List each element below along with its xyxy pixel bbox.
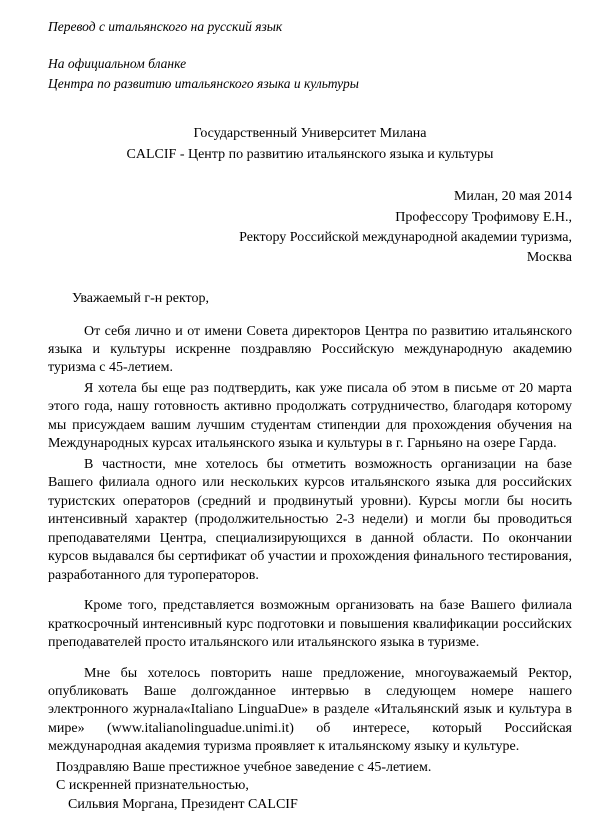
body-paragraph-1: От себя лично и от имени Совета директоров Центра по развитию итальянского языка и культуры искренне поздравляю Российскую международную академию туризма с 45-летием.: [48, 323, 572, 376]
body-paragraph-3: В частности, мне хотелось бы отметить возможность организации на базе Вашего филиала одного или нескольких курсов итальянского языка для российских туристских операторов (средний и продвинутый уровни). Курсы могли бы носить интенсивный характер (продолжительностью 2-3 недели) и могли бы проводиться преподавателями Центра, специализирующихся в данной области. По окончании курсов выдавался бы сертификат об участии и прохождения финального тестирования, разработанного для туроператоров.: [48, 456, 572, 583]
addressee-title: Ректору Российской международной академии туризма,: [239, 229, 572, 245]
addressee-block: [48, 187, 572, 268]
letter-date: Милан, 20 мая 2014: [453, 189, 572, 205]
body-paragraph-4: Кроме того, представляется возможным организовать на базе Вашего филиала краткосрочный интенсивный курс подготовки и повышения квалификации российских преподавателей просто итальянского или итальянского языка в туризме.: [48, 598, 572, 651]
translation-note: Перевод с итальянского на русский язык: [48, 19, 283, 34]
signature-line: Сильвия Моргана, Президент CALCIF: [68, 796, 298, 812]
letterhead-line-1: На официальном бланке: [48, 56, 187, 72]
letterhead-note: [48, 54, 572, 93]
closing-line-1: Поздравляю Ваше престижное учебное заведение с 45-летием.: [56, 759, 432, 775]
body-paragraph-5: Мне бы хотелось повторить наше предложение, многоуважаемый Ректор, опубликовать Ваше долгожданное интервью в следующем номере нашего электронного журнала«Italiano LinguaDue» в разделе «Итальянский язык и культура в мире» (www.italianolinguadue.unimi.it) об интересе, который Российская международная академия туризма проявляет к итальянскому языку и культуре.: [48, 665, 572, 755]
organization-block: [48, 123, 572, 165]
organization-line-2: CALCIF - Центр по развитию итальянского языка и культуры: [126, 147, 494, 163]
letterhead-line-2: Центра по развитию итальянского языка и культуры: [48, 75, 359, 91]
document-content: [48, 18, 572, 814]
addressee-name: Профессору Трофимову Е.Н.,: [395, 209, 572, 225]
body-paragraph-2: Я хотела бы еще раз подтвердить, как уже писала об этом в письме от 20 марта этого года, нашу готовность активно продолжать сотрудничество, благодаря которому мы присуждаем вашим лучшим студентам стипендии для прохождения обучения на Международных курсах итальянского языка и культуры в г. Гарньяно на озере Гарда.: [48, 380, 572, 452]
closing-line-2: С искренней признательностью,: [56, 778, 249, 794]
addressee-city: Москва: [526, 250, 572, 266]
salutation: Уважаемый г-н ректор,: [72, 290, 209, 306]
organization-line-1: Государственный Университет Милана: [193, 126, 427, 142]
